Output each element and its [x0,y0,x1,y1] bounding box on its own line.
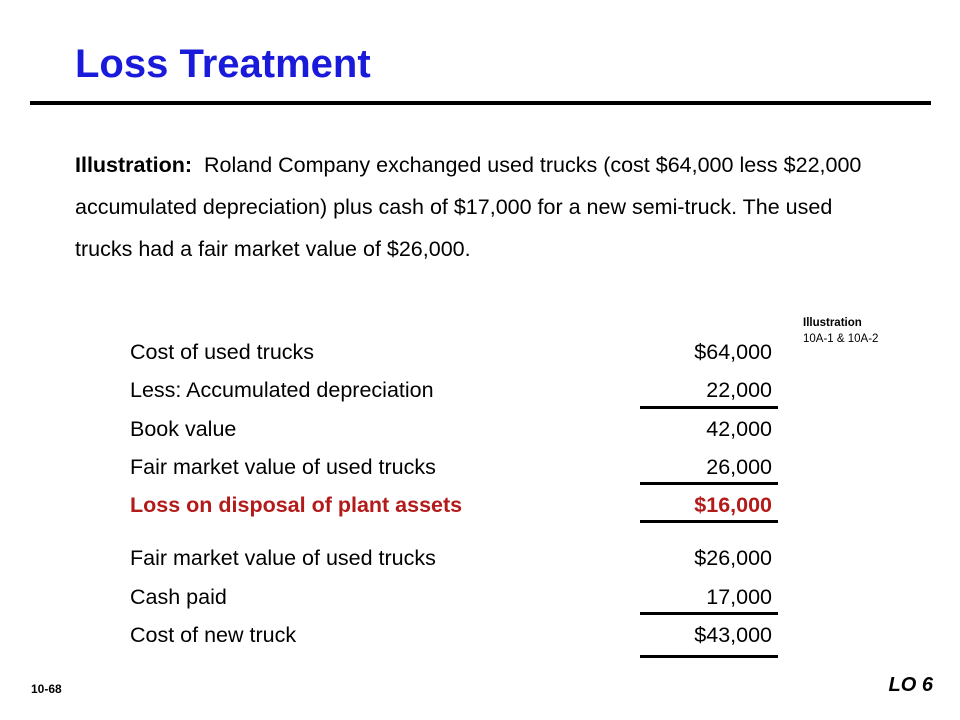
row-amount: 42,000 [706,417,772,441]
illustration-reference [803,315,878,347]
row-amount: $43,000 [694,623,772,647]
subtotal-underline [640,612,778,615]
illustration-label: Illustration: [75,153,193,177]
row-label: Fair market value of used trucks [130,546,436,570]
row-label: Book value [130,417,237,441]
schedule-row-cash-paid [130,578,775,616]
row-label: Cost of new truck [130,623,297,647]
title-divider [30,101,931,105]
schedule-row-cost-of-new-truck [130,616,775,654]
row-amount: 26,000 [706,455,772,479]
slide-number: 10-68 [31,682,62,696]
row-label: Cash paid [130,585,227,609]
row-label: Loss on disposal of plant assets [130,493,463,517]
illustration-text: Roland Company exchanged used trucks (cost $64,000 less $22,000 accumulated depreciation) plus cash of $17,000 for a new semi-truck. The used trucks had a fair market value of $26,000. [75,153,862,261]
illustration-reference-title: Illustration [803,317,862,329]
schedule-row-cost-of-used-trucks [130,333,775,371]
total-underline [640,520,778,523]
row-amount: $64,000 [694,340,772,364]
page-title: Loss Treatment [75,42,371,86]
schedule-row-book-value [130,410,775,448]
subtotal-underline [640,482,778,485]
illustration-reference-numbers: 10A-1 & 10A-2 [803,333,879,345]
schedule-row-loss-on-disposal [130,486,775,524]
row-label: Less: Accumulated depreciation [130,378,434,402]
row-label: Fair market value of used trucks [130,455,436,479]
row-amount: 22,000 [706,378,772,402]
subtotal-underline [640,406,778,409]
schedule-row-fair-market-value-new [130,539,775,577]
row-amount: 17,000 [706,585,772,609]
schedule-row-accumulated-depreciation [130,371,775,409]
row-amount: $26,000 [694,546,772,570]
row-label: Cost of used trucks [130,340,315,364]
schedule-row-fair-market-value [130,448,775,486]
total-underline [640,655,778,658]
row-amount: $16,000 [694,493,772,517]
learning-objective: LO 6 [888,674,933,696]
illustration-paragraph [75,144,895,270]
